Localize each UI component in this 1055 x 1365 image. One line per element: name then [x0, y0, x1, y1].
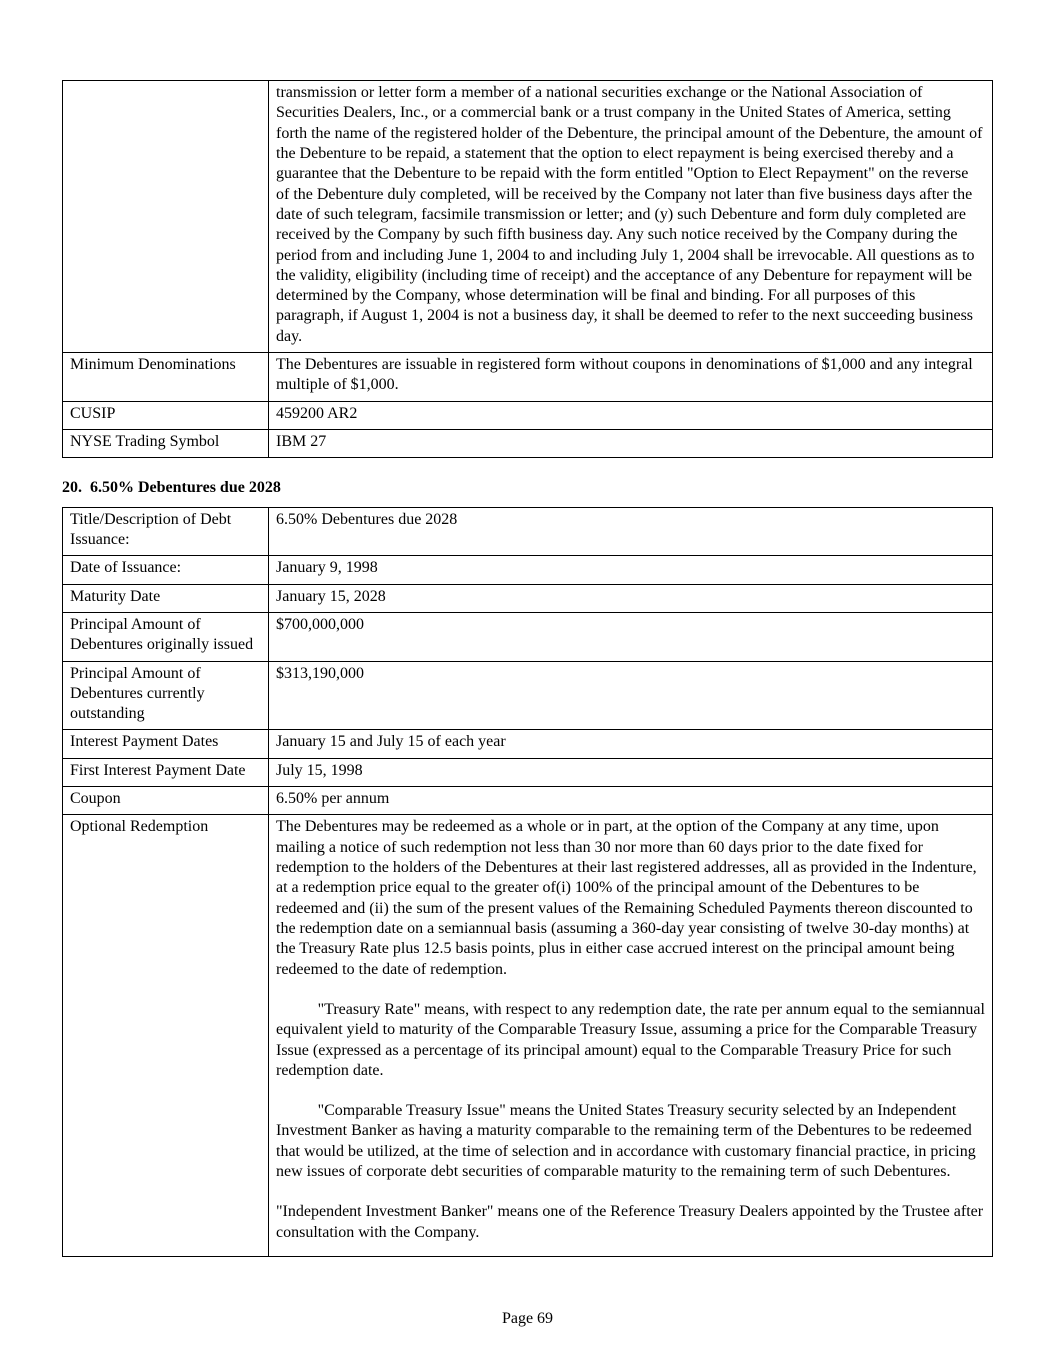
- row-value: 6.50% Debentures due 2028: [269, 507, 993, 556]
- independent-investment-banker-paragraph: "Independent Investment Banker" means one of the Reference Treasury Dealers appointed by the Trustee after consultation with the Company.: [276, 1203, 984, 1241]
- row-value: The Debentures are issuable in registered form without coupons in denominations of $1,000 and any integral multiple of $1,000.: [269, 353, 993, 402]
- debentures-2028-table: [62, 507, 993, 1257]
- section-heading: 20. 6.50% Debentures due 2028: [62, 479, 281, 497]
- row-label: NYSE Trading Symbol: [63, 430, 269, 458]
- table-row: [63, 401, 993, 429]
- row-value: transmission or letter form a member of a national securities exchange or the National Association of Securities Dealers, Inc., or a commercial bank or a trust company in the United States of America, setting forth the name of the registered holder of the Debenture, the principal amount of the Debenture, the amount of the Debenture to be repaid, a statement that the option to elect repayment is being exercised thereby and a guarantee that the Debenture to be repaid with the form entitled "Option to Elect Repayment" on the reverse of the Debenture duly completed, will be received by the Company not later than five business days after the date of such telegram, facsimile transmission or letter; and (y) such Debenture and form duly completed are received by the Company by such fifth business day. Any such notice received by the Company during the period from and including June 1, 2004 to and including July 1, 2004 shall be irrevocable. All questions as to the validity, eligibility (including time of receipt) and the acceptance of any Debenture for repayment will be determined by the Company, whose determination will be final and binding. For all purposes of this paragraph, if August 1, 2004 is not a business day, it shall be deemed to refer to the next succeeding business day.: [269, 81, 993, 353]
- table-row: [63, 612, 993, 661]
- table-row: [63, 81, 993, 353]
- row-value: $700,000,000: [269, 612, 993, 661]
- row-label: Principal Amount of Debentures currently outstanding: [63, 661, 269, 730]
- row-value: $313,190,000: [269, 661, 993, 730]
- row-value: 459200 AR2: [269, 401, 993, 429]
- table-row: [63, 584, 993, 612]
- row-label: Title/Description of Debt Issuance:: [63, 507, 269, 556]
- row-label: Interest Payment Dates: [63, 730, 269, 758]
- row-value: 6.50% per annum: [269, 787, 993, 815]
- table-row: [63, 430, 993, 458]
- row-label: Coupon: [63, 787, 269, 815]
- debentures-prior-issue-table: [62, 80, 993, 458]
- row-value: IBM 27: [269, 430, 993, 458]
- table-row: [63, 758, 993, 786]
- treasury-rate-paragraph: "Treasury Rate" means, with respect to any redemption date, the rate per annum equal to the semiannual equivalent yield to maturity of the Comparable Treasury Issue, assuming a price for the Comparable Treasury Issue (expressed as a percentage of its principal amount) equal to the Comparable Treasury Price for such redemption date.: [276, 1000, 985, 1079]
- row-value: July 15, 1998: [269, 758, 993, 786]
- table-row: [63, 353, 993, 402]
- row-label: Optional Redemption: [63, 815, 269, 1257]
- comparable-treasury-issue-paragraph: "Comparable Treasury Issue" means the United States Treasury security selected by an Independent Investment Banker as having a maturity comparable to the remaining term of the Debentures to be redeemed that would be utilized, at the time of selection and in accordance with customary financial practice, in pricing new issues of corporate debt securities of comparable maturity to the remaining term of such Debentures.: [276, 1102, 976, 1181]
- optional-redemption-paragraph: The Debentures may be redeemed as a whole or in part, at the option of the Company at any time, upon mailing a notice of such redemption not less than 30 nor more than 60 days prior to the date fixed for redemption to the holders of the Debentures at their last registered addresses, all as provided in the Indenture, at a redemption price equal to the greater of(i) 100% of the principal amount of the Debentures to be redeemed and (ii) the sum of the present values of the Remaining Scheduled Payments thereon discounted to the redemption date on a semiannual basis (assuming a 360-day year consisting of twelve 30-day months) at the Treasury Rate plus 12.5 basis points, plus in either case accrued interest on the principal amount being redeemed to the date of redemption.: [276, 818, 977, 978]
- row-label: Date of Issuance:: [63, 556, 269, 584]
- table-row: [63, 787, 993, 815]
- row-value: January 15, 2028: [269, 584, 993, 612]
- row-value: January 15 and July 15 of each year: [269, 730, 993, 758]
- table-row: [63, 556, 993, 584]
- row-value: [269, 815, 993, 1257]
- row-value: January 9, 1998: [269, 556, 993, 584]
- table-row: [63, 661, 993, 730]
- row-label: First Interest Payment Date: [63, 758, 269, 786]
- row-label: CUSIP: [63, 401, 269, 429]
- row-label: Minimum Denominations: [63, 353, 269, 402]
- row-label: Principal Amount of Debentures originally issued: [63, 612, 269, 661]
- table-row: [63, 507, 993, 556]
- row-label: [63, 81, 269, 353]
- page-number: Page 69: [501, 1310, 554, 1327]
- table-row: [63, 815, 993, 1257]
- table-row: [63, 730, 993, 758]
- row-label: Maturity Date: [63, 584, 269, 612]
